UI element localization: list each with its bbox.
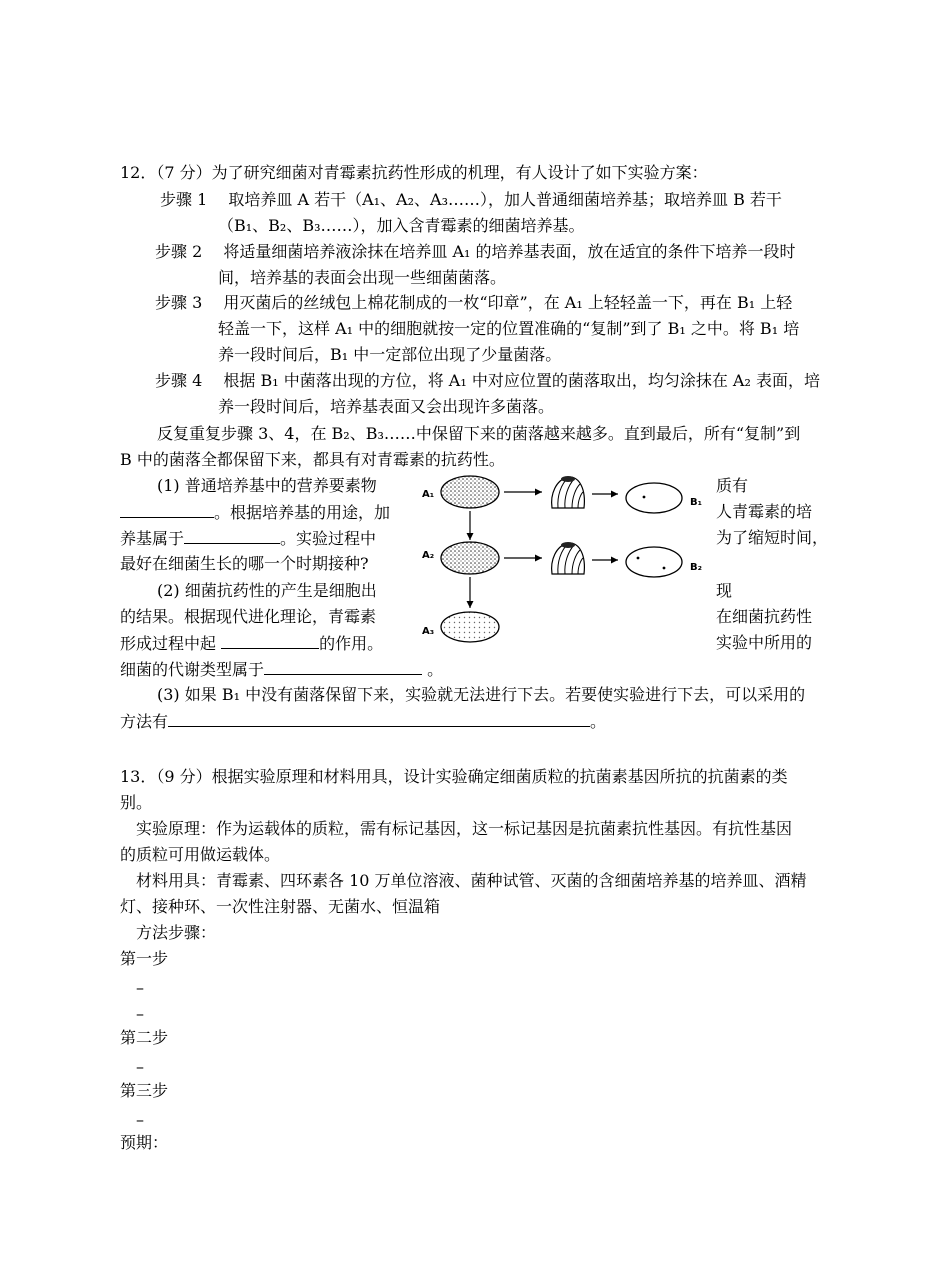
label-a1: A₁ xyxy=(422,489,435,500)
q12-part1-right2: 人青霉素的培 xyxy=(716,502,813,521)
answer-blank-role[interactable] xyxy=(221,633,319,649)
q12-part2-right2: 在细菌抗药性 xyxy=(716,607,813,626)
q12-part1-line1: (1) 普通培养基中的营养要素物 xyxy=(157,476,377,495)
q12-step3-line3: 养一段时间后，B₁ 中一定部位出现了少量菌落。 xyxy=(218,345,562,364)
q12-title: 12．（7 分）为了研究细菌对青霉素抗药性形成的机理，有人设计了如下实验方案： xyxy=(120,163,708,182)
q12-step2-line1: 步骤 2 将适量细菌培养液涂抹在培养皿 A₁ 的培养基表面，放在适宜的条件下培养一段时 xyxy=(155,242,796,261)
q12-part1-line3: 养基属于 。实验过程中 xyxy=(120,529,377,548)
q13-materials-line1: 材料用具：青霉素、四环素各 10 万单位溶液、菌种试管、灭菌的含细菌培养基的培养皿、酒精 xyxy=(136,871,807,890)
q12-repeat-line2: B 中的菌落全都保留下来，都具有对青霉素的抗药性。 xyxy=(120,450,505,469)
q13-title-line2: 别。 xyxy=(120,793,153,812)
q12-part2-right1: 现 xyxy=(716,581,733,600)
q13-principle-line2: 的质粒可用做运载体。 xyxy=(120,845,281,864)
label-a3: A₃ xyxy=(422,626,435,637)
q12-part2-line2: 的结果。根据现代进化理论，青霉素 xyxy=(120,607,377,626)
q12-part2-right3: 实验中所用的 xyxy=(716,633,813,652)
plate-b1 xyxy=(626,483,682,513)
q12-step4-line2: 养一段时间后，培养基表面又会出现许多菌落。 xyxy=(218,397,555,416)
q13-principle-line1: 实验原理：作为运载体的质粒，需有标记基因，这一标记基因是抗菌素抗性基因。有抗性基因 xyxy=(136,819,793,838)
q12-part2-line3: 形成过程中起 的作用。 xyxy=(120,634,384,653)
q13-materials-line2: 灯、接种环、一次性注射器、无菌水、恒温箱 xyxy=(120,897,441,916)
q13-title-line1: 13．（9 分）根据实验原理和材料用具，设计实验确定细菌质粒的抗菌素基因所抗的抗菌素的类 xyxy=(120,767,788,786)
q12-part1-right3: 为了缩短时间， xyxy=(716,528,829,547)
q12-part2-line1: (2) 细菌抗药性的产生是细胞出 xyxy=(157,581,377,600)
label-a2: A₂ xyxy=(422,550,435,561)
velvet-stamp-icon-2 xyxy=(552,542,585,574)
q12-part1-line4: 最好在细菌生长的哪一个时期接种? xyxy=(120,554,369,573)
plate-b2 xyxy=(626,547,682,577)
q12-part1-line2: 。根据培养基的用途，加 xyxy=(120,502,390,523)
plate-a1 xyxy=(441,476,499,508)
q12-step1-line2: （B₁、B₂、B₃……），加入含青霉素的细菌培养基。 xyxy=(218,216,585,235)
q13-step2-answer-line[interactable]: – xyxy=(136,1057,144,1076)
plate-a3 xyxy=(441,612,499,642)
label-b2: B₂ xyxy=(690,562,703,573)
q13-step2-label: 第二步 xyxy=(120,1028,169,1047)
answer-blank-method[interactable] xyxy=(168,711,590,727)
q12-part1-right1: 质有 xyxy=(716,476,749,495)
plate-a2 xyxy=(441,542,499,574)
q12-step4-line1: 步骤 4 根据 B₁ 中菌落出现的方位，将 A₁ 中对应位置的菌落取出，均匀涂抹在 A₂ 表面，培 xyxy=(155,371,820,390)
q12-step1-line1: 步骤 1 取培养皿 A 若干（A₁、A₂、A₃……），加人普通细菌培养基；取培养皿 B 若干 xyxy=(160,190,782,209)
q13-method-heading: 方法步骤： xyxy=(136,923,217,942)
q13-step3-answer-line[interactable]: – xyxy=(136,1110,144,1129)
q13-step1-answer-line1[interactable]: – xyxy=(136,978,144,997)
q12-step3-line2: 轻盖一下，这样 A₁ 中的细胞就按一定的位置准确的“复制”到了 B₁ 之中。将 B₁ 培 xyxy=(218,319,800,338)
q13-step3-label: 第三步 xyxy=(120,1081,169,1100)
q12-step3-line1: 步骤 3 用灭菌后的丝绒包上棉花制成的一枚“印章”，在 A₁ 上轻轻盖一下，再在 B₁ 上轻 xyxy=(155,293,793,312)
q12-part3-line2: 方法有 。 xyxy=(120,712,607,731)
q13-expectation-label: 预期： xyxy=(120,1133,169,1152)
q12-step2-line2: 间，培养基的表面会出现一些细菌菌落。 xyxy=(218,268,507,287)
q12-part2-line4: 细菌的代谢类型属于 。 xyxy=(120,660,444,679)
answer-blank-medium-type[interactable] xyxy=(184,528,280,544)
q13-step1-label: 第一步 xyxy=(120,949,169,968)
q13-step1-answer-line2[interactable]: – xyxy=(136,1004,144,1023)
q12-part3-line1: (3) 如果 B₁ 中没有菌落保留下来，实验就无法进行下去。若要使实验进行下去，可以采用的 xyxy=(157,685,806,704)
answer-blank-metabolism[interactable] xyxy=(264,659,422,675)
answer-blank-nutrients[interactable] xyxy=(120,502,214,518)
experiment-diagram xyxy=(418,466,718,656)
label-b1: B₁ xyxy=(690,497,703,508)
q12-repeat-line1: 反复重复步骤 3、4，在 B₂、B₃……中保留下来的菌落越来越多。直到最后，所有“复制”到 xyxy=(157,424,801,443)
velvet-stamp-icon-1 xyxy=(552,476,585,508)
